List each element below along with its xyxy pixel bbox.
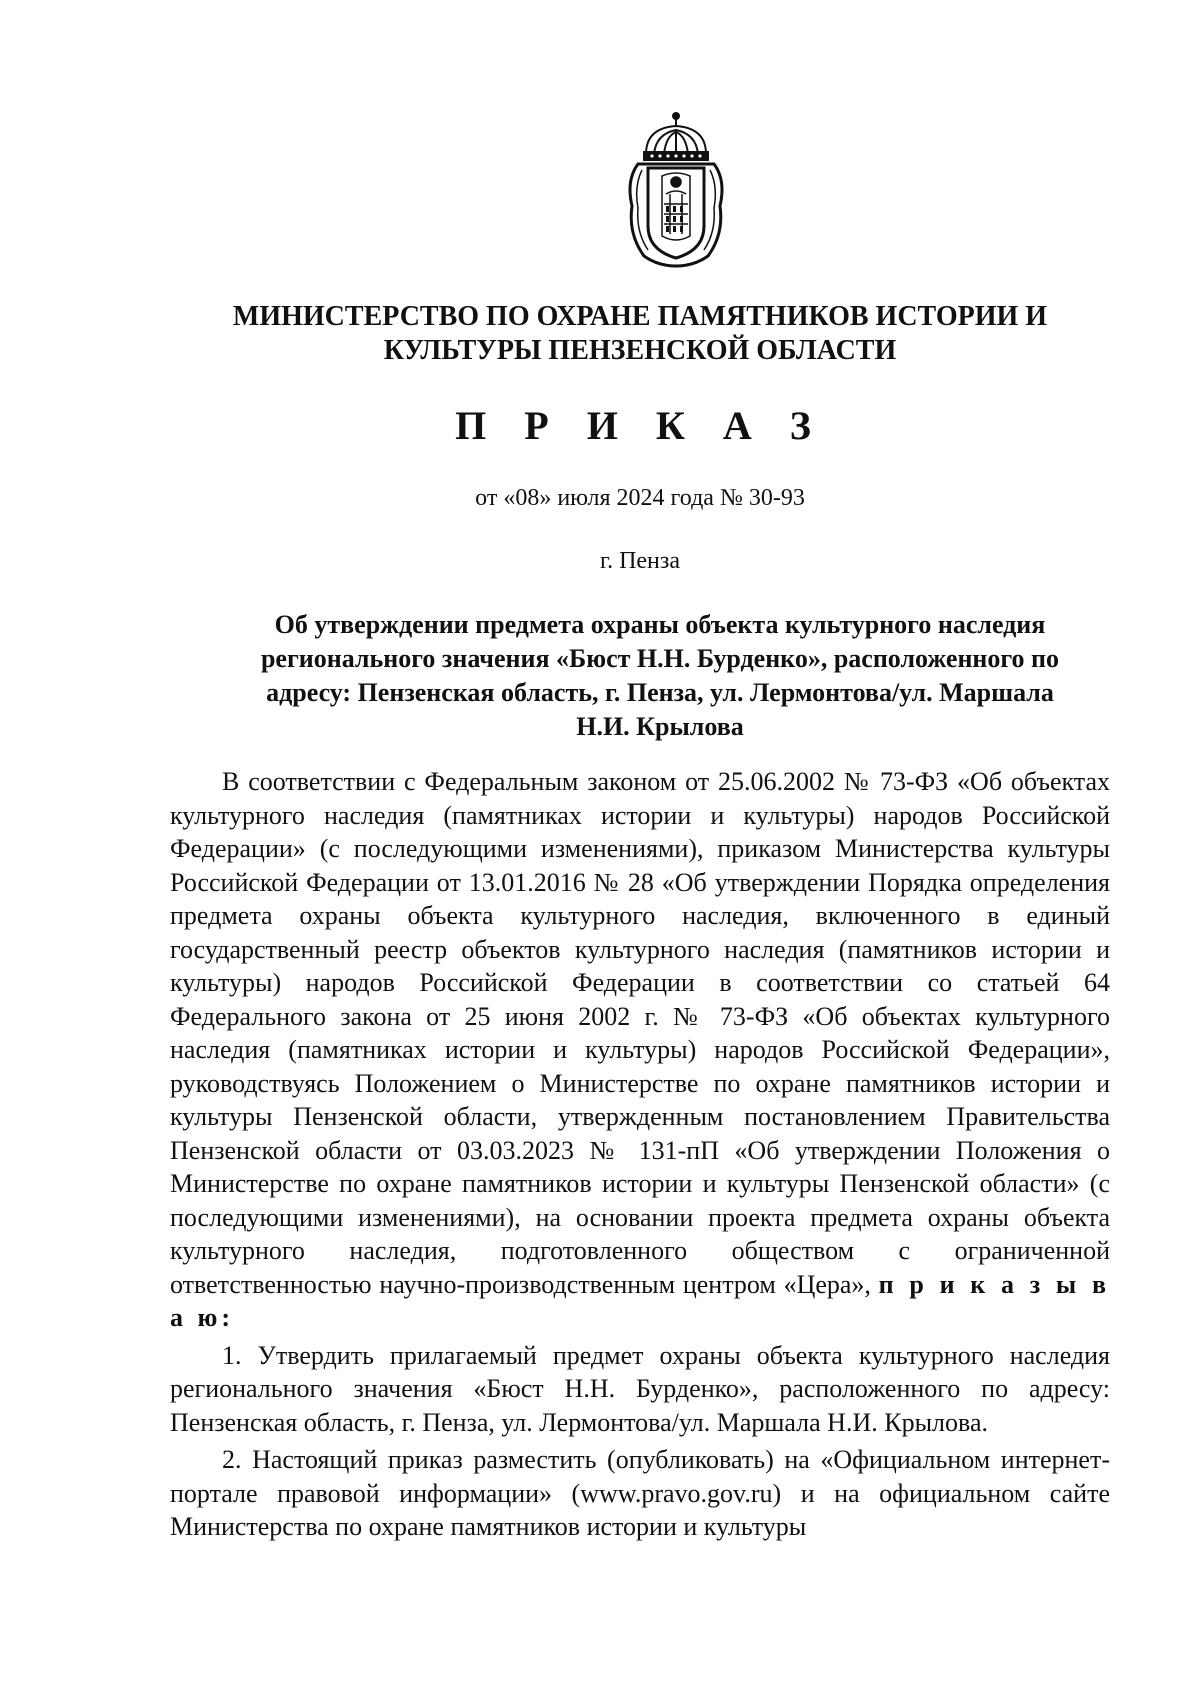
document-city: г. Пенза <box>599 548 681 574</box>
ministry-name <box>170 300 1110 368</box>
document-type: П Р И К А З <box>455 403 825 448</box>
ministry-name-line-2: КУЛЬТУРЫ ПЕНЗЕНСКОЙ ОБЛАСТИ <box>383 335 897 366</box>
document-body <box>170 765 1110 1544</box>
document-date-number: от «08» июля 2024 года № 30-93 <box>475 485 805 511</box>
order-item-2: 2. Настоящий приказ разместить (опубликовать) на «Официальном интернет-портале правовой информации» (www.pravo.gov.ru) и на официальном сайте Министерства по охране памятников истории и культуры <box>170 1445 1110 1541</box>
subject-line-2: регионального значения «Бюст Н.Н. Бурденко», расположенного по <box>260 644 1060 673</box>
order-word: п р и к а з ы в а ю: <box>170 1269 1110 1332</box>
subject-line-3: адресу: Пензенская область, г. Пенза, ул. Лермонтова/ул. Маршала <box>266 678 1054 707</box>
coat-of-arms-icon <box>624 110 728 270</box>
ministry-name-line-1: МИНИСТЕРСТВО ПО ОХРАНЕ ПАМЯТНИКОВ ИСТОРИИ И <box>232 301 1048 332</box>
subject-line-4: Н.И. Крылова <box>576 712 744 741</box>
preamble-paragraph <box>170 765 1110 1335</box>
subject-line-1: Об утверждении предмета охраны объекта культурного наследия <box>274 610 1046 639</box>
order-item-1: 1. Утвердить прилагаемый предмет охраны объекта культурного наследия регионального значения «Бюст Н.Н. Бурденко», расположенного по адресу: Пензенская область, г. Пенза, ул. Лермонтова/ул. Маршала Н.И. Крылова. <box>170 1340 1110 1437</box>
preamble-text: В соответствии с Федеральным законом от 25.06.2002 № 73-ФЗ «Об объектах культурного наследия (памятниках истории и культуры) народов Российской Федерации» (с последующими изменениями), приказом Министерства культуры Российской Федерации от 13.01.2016 № 28 «Об утверждении Порядка определения предмета охраны объекта культурного наследия, включенного в единый государственный реестр объектов культурного наследия (памятников истории и культуры) народов Российской Федерации в соответствии со статьей 64 Федерального закона от 25 июня 2002 г. № 73-ФЗ «Об объектах культурного наследия (памятниках истории и культуры) народов Российской Федерации», руководствуясь Положением о Министерстве по охране памятников истории и культуры Пензенской области, утвержденным постановлением Правительства Пензенской области от 03.03.2023 № 131-пП «Об утверждении Положения о Министерстве по охране памятников истории и культуры Пензенской области» (с последующими изменениями), на основании проекта предмета охраны объекта культурного наследия, подготовленного обществом с ограниченной ответственностью научно-производственным центром «Цера», <box>170 767 1110 1299</box>
document-subject <box>215 608 1105 744</box>
